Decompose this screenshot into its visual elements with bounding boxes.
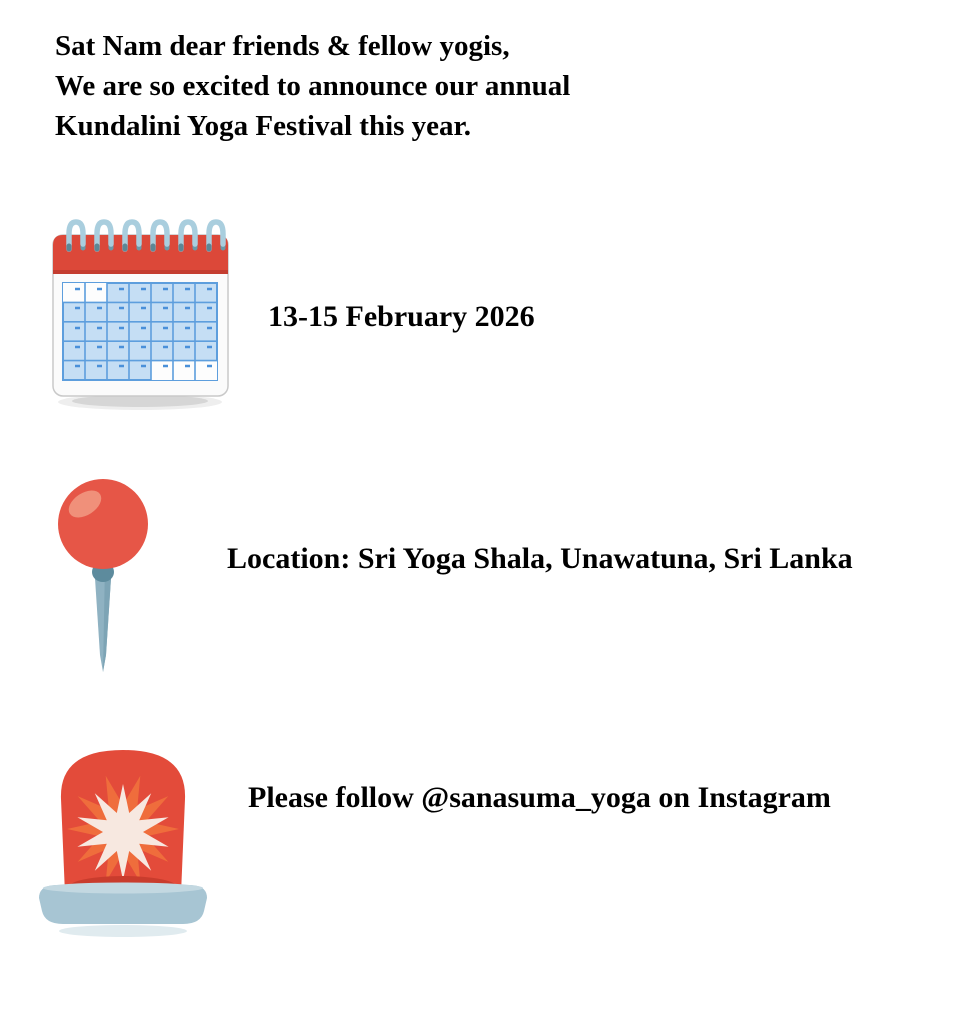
greeting-line-3: Kundalini Yoga Festival this year.: [55, 110, 471, 142]
round-pushpin-icon: [55, 475, 150, 675]
event-date-text: 13-15 February 2026: [268, 300, 535, 333]
greeting-line-2: We are so excited to announce our annual: [55, 70, 571, 102]
spiral-calendar-icon: [48, 218, 233, 415]
instagram-follow-text: Please follow @sanasuma_yoga on Instagram: [248, 781, 831, 814]
greeting-line-1: Sat Nam dear friends & fellow yogis,: [55, 30, 510, 62]
location-text: Location: Sri Yoga Shala, Unawatuna, Sri Lanka: [227, 542, 853, 575]
greeting-text: [55, 26, 570, 146]
police-car-light-icon: [33, 743, 213, 940]
